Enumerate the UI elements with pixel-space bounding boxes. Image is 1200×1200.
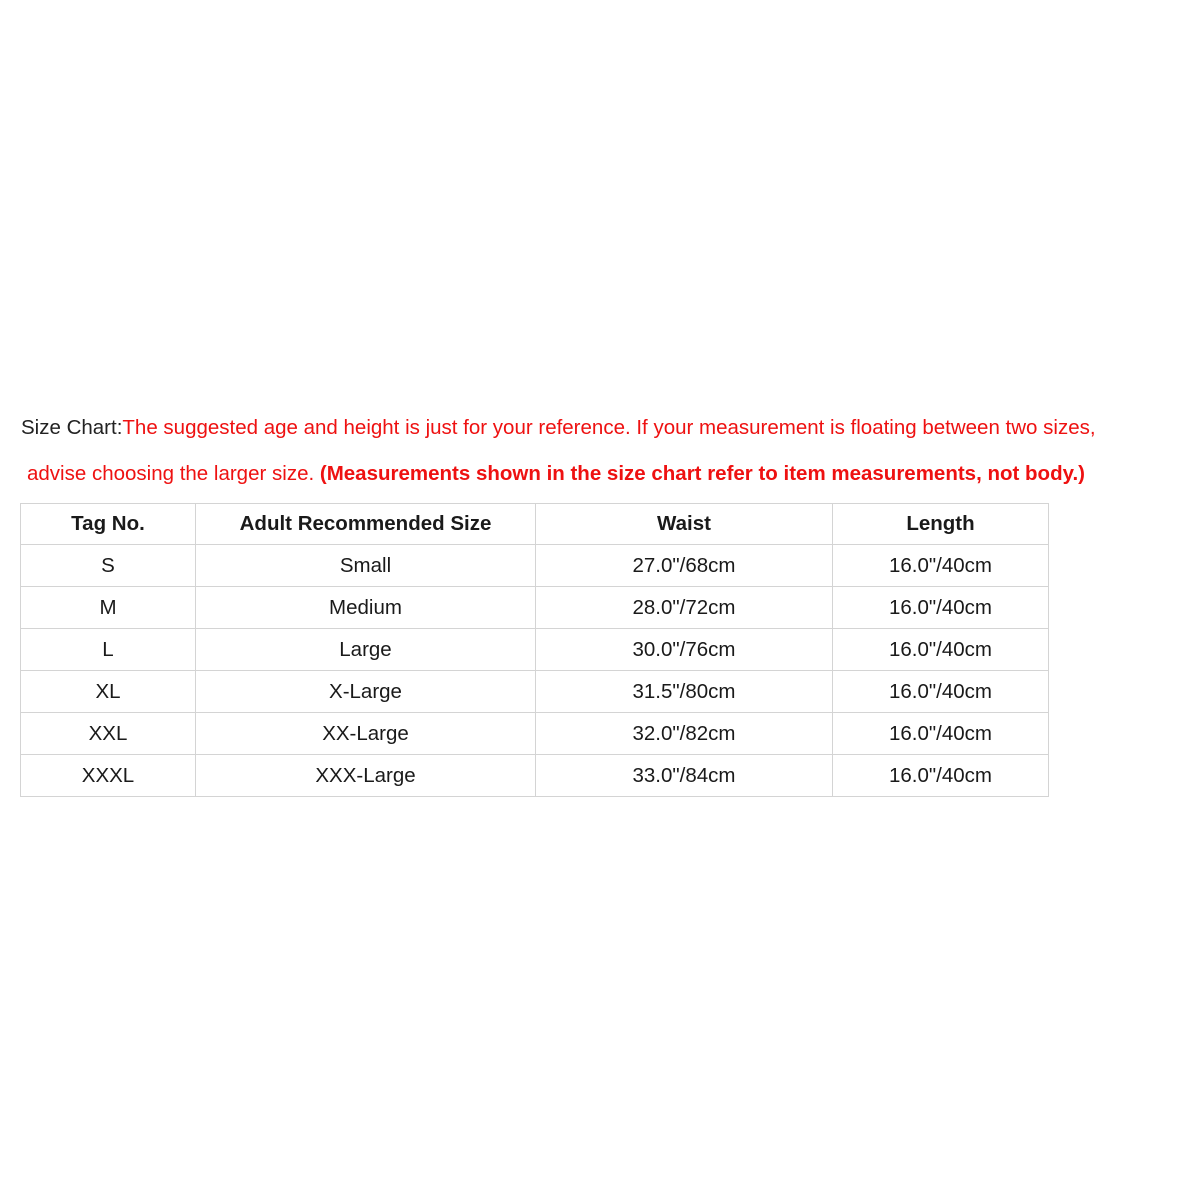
cell-waist: 28.0"/72cm	[536, 587, 833, 629]
cell-tag-no: L	[21, 629, 196, 671]
cell-length: 16.0"/40cm	[833, 671, 1049, 713]
cell-tag-no: XL	[21, 671, 196, 713]
cell-waist: 30.0"/76cm	[536, 629, 833, 671]
cell-recommended-size: X-Large	[196, 671, 536, 713]
cell-recommended-size: Medium	[196, 587, 536, 629]
header-tag-no: Tag No.	[21, 504, 196, 545]
table-row	[21, 713, 1049, 755]
cell-recommended-size: XX-Large	[196, 713, 536, 755]
size-chart-label: Size Chart:	[21, 416, 123, 439]
cell-waist: 31.5"/80cm	[536, 671, 833, 713]
table-row	[21, 671, 1049, 713]
cell-tag-no: S	[21, 545, 196, 587]
intro-line-2	[21, 451, 1186, 497]
table-header-row	[21, 504, 1049, 545]
cell-waist: 33.0"/84cm	[536, 755, 833, 797]
cell-recommended-size: Small	[196, 545, 536, 587]
cell-tag-no: XXXL	[21, 755, 196, 797]
header-length: Length	[833, 504, 1049, 545]
cell-length: 16.0"/40cm	[833, 755, 1049, 797]
cell-length: 16.0"/40cm	[833, 713, 1049, 755]
table-row	[21, 629, 1049, 671]
cell-length: 16.0"/40cm	[833, 587, 1049, 629]
cell-recommended-size: Large	[196, 629, 536, 671]
cell-waist: 27.0"/68cm	[536, 545, 833, 587]
header-adult-recommended-size: Adult Recommended Size	[196, 504, 536, 545]
intro-text-line-1: The suggested age and height is just for your reference. If your measurement is floating between two sizes,	[122, 416, 1096, 439]
intro-text-line-2: advise choosing the larger size.	[27, 462, 315, 485]
cell-tag-no: XXL	[21, 713, 196, 755]
cell-tag-no: M	[21, 587, 196, 629]
table-row	[21, 587, 1049, 629]
intro-line-1	[21, 405, 1186, 451]
size-chart-table	[20, 503, 1049, 797]
table-row	[21, 755, 1049, 797]
cell-length: 16.0"/40cm	[833, 629, 1049, 671]
cell-waist: 32.0"/82cm	[536, 713, 833, 755]
measurement-note: (Measurements shown in the size chart refer to item measurements, not body.)	[319, 462, 1086, 485]
cell-length: 16.0"/40cm	[833, 545, 1049, 587]
header-waist: Waist	[536, 504, 833, 545]
size-chart-intro	[21, 405, 1186, 497]
cell-recommended-size: XXX-Large	[196, 755, 536, 797]
table-row	[21, 545, 1049, 587]
